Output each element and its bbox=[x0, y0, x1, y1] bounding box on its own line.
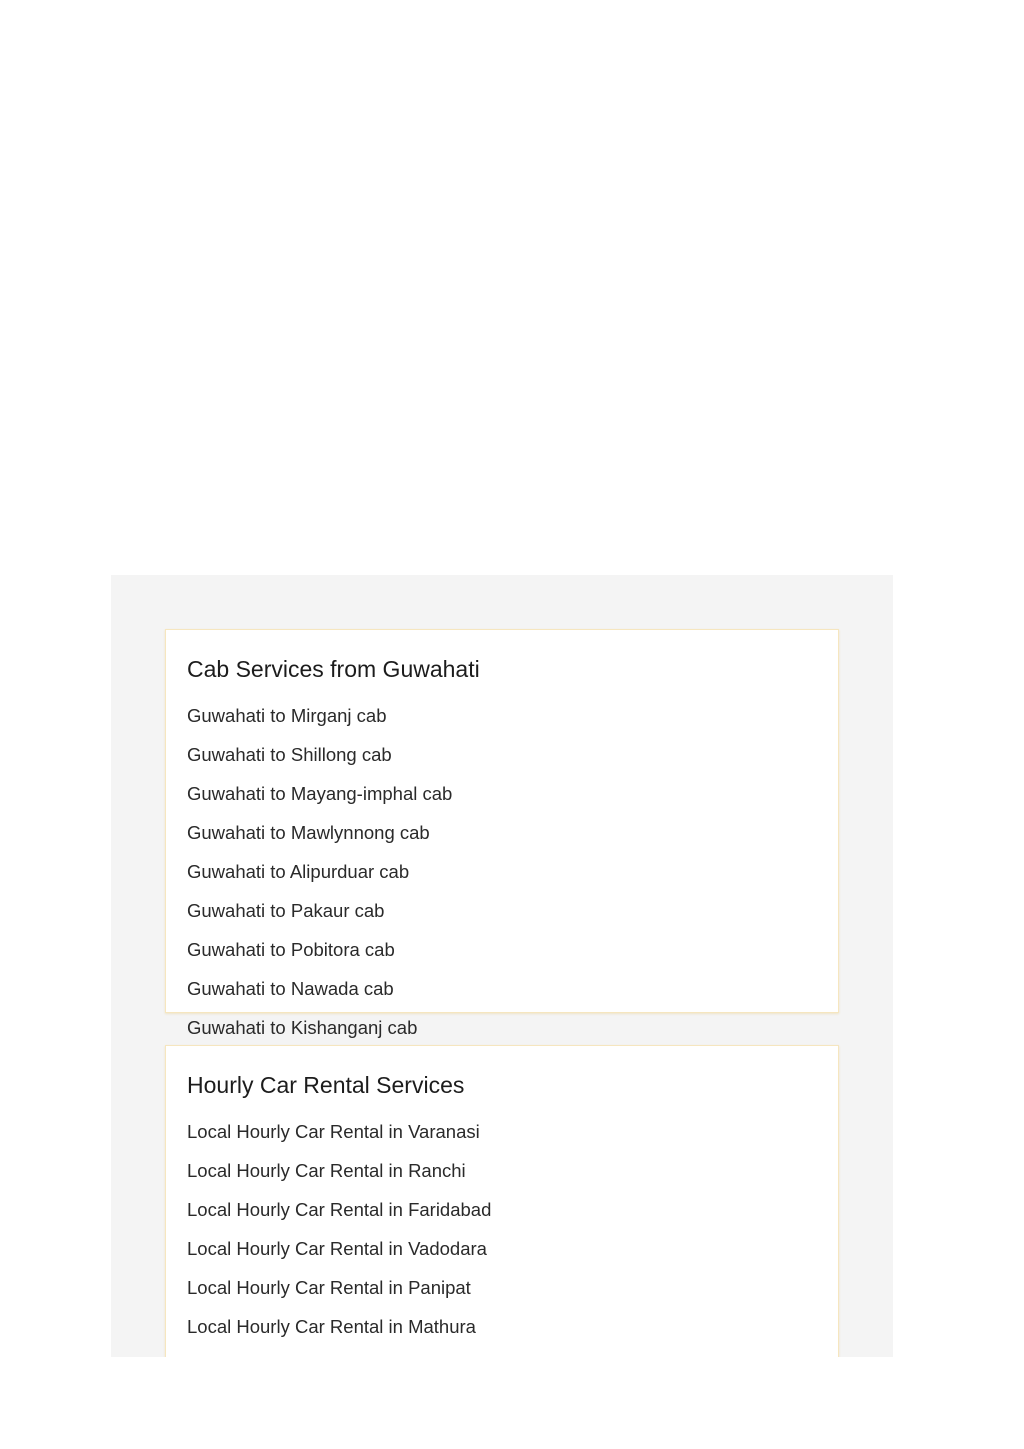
list-item bbox=[187, 978, 452, 1017]
rental-link-varanasi[interactable]: Local Hourly Car Rental in Varanasi bbox=[187, 1121, 480, 1142]
list-item bbox=[187, 1316, 491, 1355]
rental-link-mathura[interactable]: Local Hourly Car Rental in Mathura bbox=[187, 1316, 476, 1337]
rental-link-ranchi[interactable]: Local Hourly Car Rental in Ranchi bbox=[187, 1160, 466, 1181]
list-item bbox=[187, 939, 452, 978]
rental-link-vadodara[interactable]: Local Hourly Car Rental in Vadodara bbox=[187, 1238, 487, 1259]
hourly-rental-title: Hourly Car Rental Services bbox=[187, 1072, 465, 1098]
cab-link-pobitora[interactable]: Guwahati to Pobitora cab bbox=[187, 939, 395, 960]
cab-link-mayang-imphal[interactable]: Guwahati to Mayang-imphal cab bbox=[187, 783, 453, 804]
rental-link-faridabad[interactable]: Local Hourly Car Rental in Faridabad bbox=[187, 1199, 492, 1220]
hourly-rental-card bbox=[165, 1045, 839, 1357]
list-item bbox=[187, 822, 452, 861]
list-item bbox=[187, 861, 452, 900]
list-item bbox=[187, 1277, 491, 1316]
cab-link-shillong[interactable]: Guwahati to Shillong cab bbox=[187, 744, 392, 765]
list-item bbox=[187, 744, 452, 783]
cab-services-card bbox=[165, 629, 839, 1038]
list-item bbox=[187, 1160, 491, 1199]
list-item bbox=[187, 1121, 491, 1160]
cab-link-kishanganj[interactable]: Guwahati to Kishanganj cab bbox=[187, 1017, 418, 1038]
cab-link-nawada[interactable]: Guwahati to Nawada cab bbox=[187, 978, 394, 999]
list-item bbox=[187, 900, 452, 939]
cab-link-pakaur[interactable]: Guwahati to Pakaur cab bbox=[187, 900, 385, 921]
rental-link-panipat[interactable]: Local Hourly Car Rental in Panipat bbox=[187, 1277, 471, 1298]
cab-services-list bbox=[187, 705, 452, 1056]
cab-link-mawlynnong[interactable]: Guwahati to Mawlynnong cab bbox=[187, 822, 430, 843]
list-item bbox=[187, 705, 452, 744]
cab-link-mirganj[interactable]: Guwahati to Mirganj cab bbox=[187, 705, 387, 726]
list-item bbox=[187, 1199, 491, 1238]
footer-links-panel bbox=[111, 575, 893, 1357]
list-item bbox=[187, 1238, 491, 1277]
cab-services-title: Cab Services from Guwahati bbox=[187, 656, 480, 682]
list-item bbox=[187, 783, 452, 822]
cab-link-alipurduar[interactable]: Guwahati to Alipurduar cab bbox=[187, 861, 410, 882]
hourly-rental-list bbox=[187, 1121, 491, 1355]
